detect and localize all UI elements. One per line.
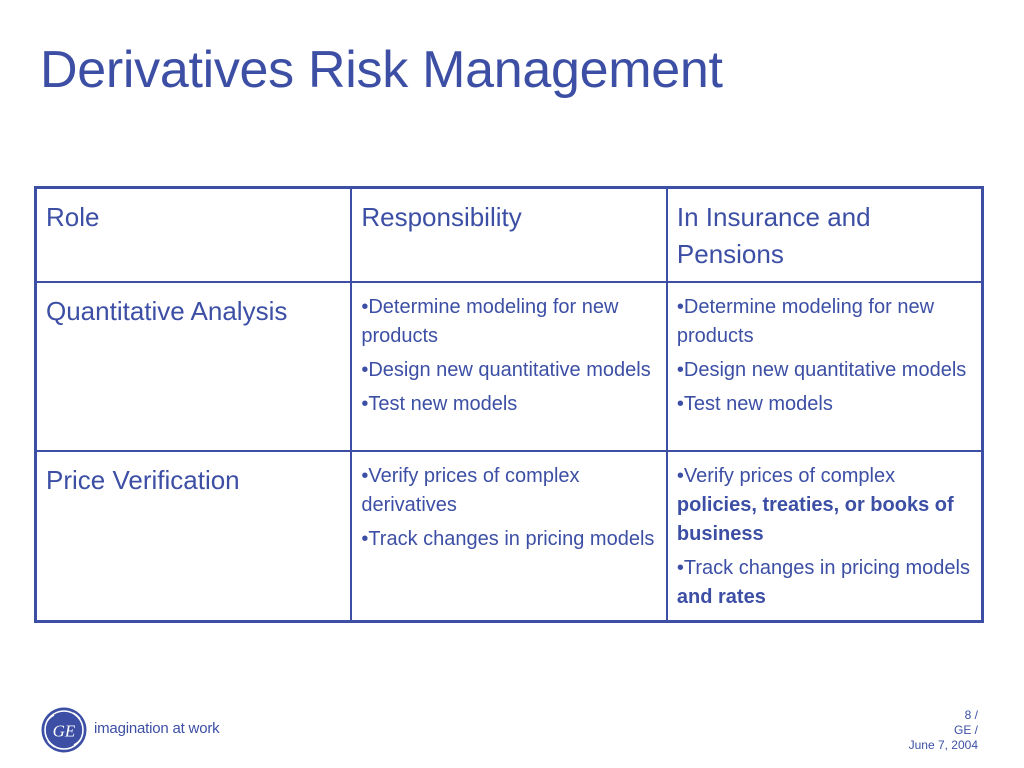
bullet-item: •Determine modeling for new products [361, 296, 619, 347]
bullet-text: •Track changes in pricing models [676, 557, 970, 579]
table-header-row [36, 188, 983, 283]
bullet-item: •Test new models [361, 393, 518, 415]
bullet-emphasis: and rates [676, 586, 766, 608]
insurance-cell [667, 451, 983, 622]
bullet-item [677, 554, 973, 612]
insurance-cell [667, 282, 983, 451]
footer-date: June 7, 2004 [908, 738, 978, 752]
svg-text:GE: GE [52, 721, 76, 741]
slide-title: Derivatives Risk Management [40, 41, 723, 99]
table-row [36, 282, 983, 451]
bullet-item: •Track changes in pricing models [361, 528, 655, 550]
header-responsibility: Responsibility [351, 188, 667, 283]
table-row [36, 451, 983, 622]
responsibility-cell [351, 451, 667, 622]
bullet-item: •Design new quantitative models [361, 359, 651, 381]
bullet-item: •Design new quantitative models [676, 359, 967, 381]
bullet-emphasis: policies, treaties, or books of business [676, 494, 954, 545]
bullet-text: •Verify prices of complex [676, 465, 896, 487]
bullet-item: •Verify prices of complex derivatives [361, 465, 580, 516]
tagline: imagination at work [94, 720, 220, 737]
slide-footer [909, 708, 978, 753]
bullet-item [677, 462, 973, 549]
page-number: 8 / [964, 708, 978, 722]
role-cell: Quantitative Analysis [36, 282, 352, 451]
bullet-item: •Test new models [676, 393, 833, 415]
footer-org: GE / [953, 723, 978, 737]
header-role: Role [36, 188, 352, 283]
header-insurance-pensions: In Insurance and Pensions [667, 188, 983, 283]
role-cell: Price Verification [36, 451, 352, 622]
roles-table [34, 186, 984, 623]
bullet-item: •Determine modeling for new products [676, 296, 935, 347]
ge-logo-icon [41, 707, 87, 753]
responsibility-cell [351, 282, 667, 451]
